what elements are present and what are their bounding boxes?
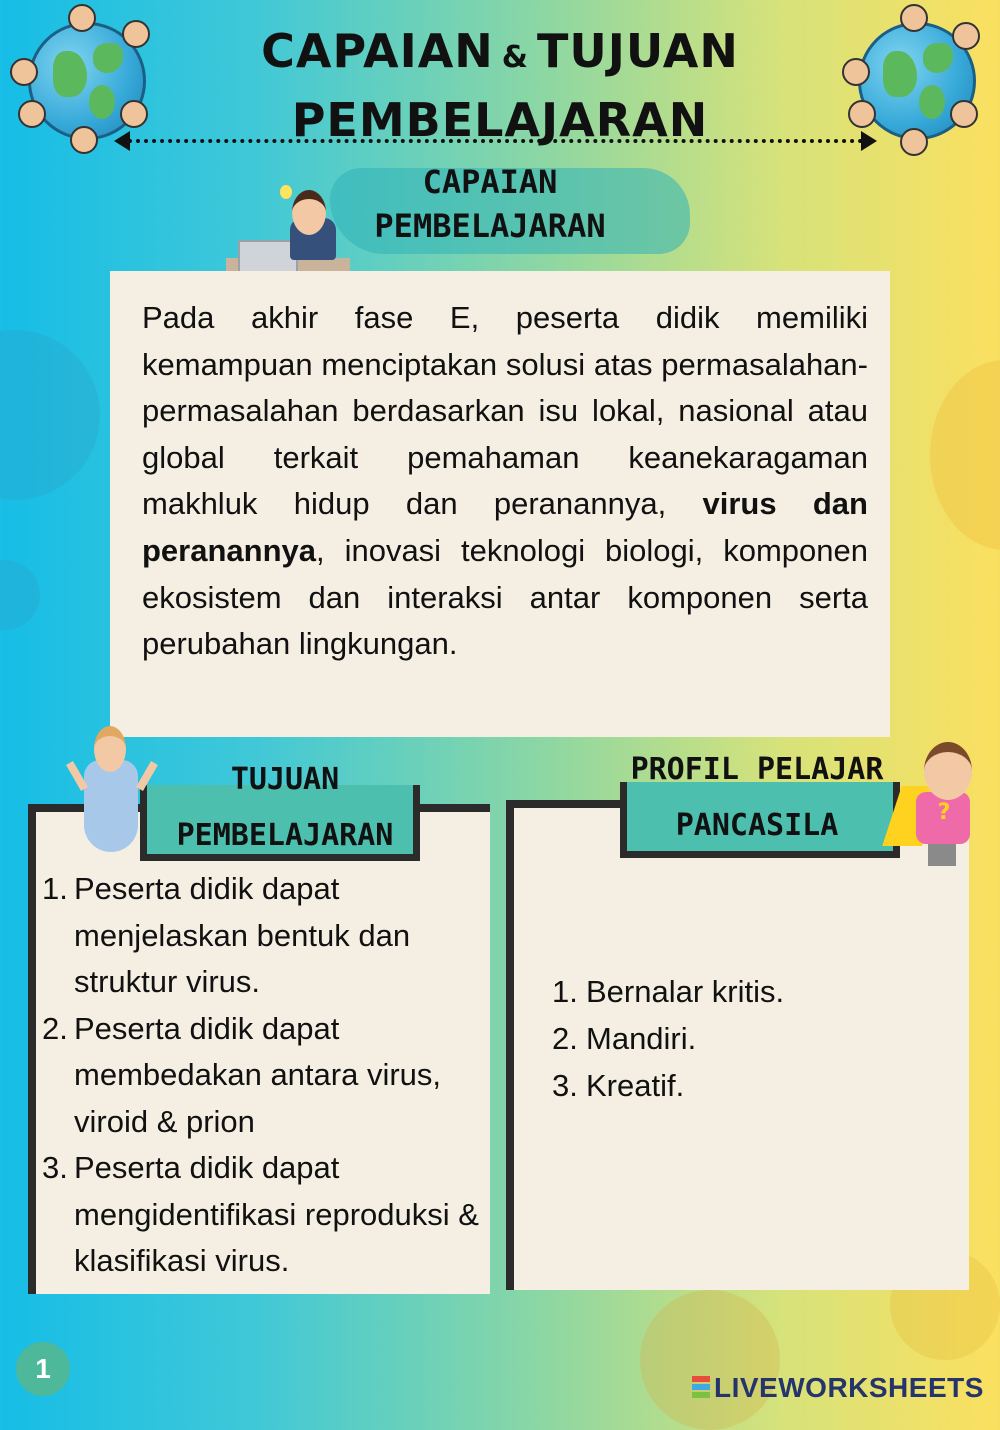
list-number: 1.	[552, 974, 578, 1009]
capaian-heading-line1: CAPAIAN	[422, 163, 558, 201]
page-title	[170, 20, 830, 151]
tujuan-list	[40, 866, 495, 1285]
lightbulb-icon	[280, 185, 292, 199]
woman-illustration	[84, 760, 138, 852]
arrow-left-icon	[114, 131, 130, 151]
tujuan-heading-line1: TUJUAN	[230, 762, 340, 797]
title-word-tujuan: TUJUAN	[536, 24, 739, 78]
list-number: 2.	[552, 1021, 578, 1056]
list-number: 2.	[42, 1010, 68, 1046]
capaian-text-end: , inovasi teknologi biologi, komponen ekosistem dan interaksi antar komponen serta perubahan lingkungan.	[142, 532, 868, 662]
list-number: 3.	[552, 1068, 578, 1103]
virus-decoration-left	[0, 330, 100, 500]
tujuan-heading	[140, 752, 430, 864]
question-mark-icon: ?	[937, 800, 951, 825]
capaian-heading-line2: PEMBELAJARAN	[374, 207, 606, 245]
title-ampersand: &	[501, 40, 529, 75]
list-item	[552, 1015, 932, 1062]
kid-icon	[842, 58, 870, 86]
capaian-box	[110, 271, 890, 737]
teacher-head-illustration	[292, 190, 326, 235]
liveworksheets-icon	[692, 1376, 710, 1400]
tujuan-heading-line2: PEMBELAJARAN	[176, 818, 394, 853]
profil-heading-line1: PROFIL PELAJAR	[630, 752, 884, 787]
brand-logo[interactable]	[692, 1372, 992, 1408]
title-word-capaian: CAPAIAN	[261, 24, 494, 78]
superhero-legs-illustration	[928, 844, 956, 866]
dotted-divider	[128, 139, 863, 143]
kid-icon	[120, 100, 148, 128]
kid-icon	[122, 20, 150, 48]
list-number: 1.	[42, 871, 68, 906]
list-item-text: Peserta didik dapat membedakan antara virus, viroid & prion	[74, 1010, 442, 1139]
capaian-heading	[340, 160, 640, 248]
arrow-right-icon	[861, 131, 877, 151]
kid-icon	[900, 128, 928, 156]
list-item	[552, 1062, 932, 1109]
capaian-text-bold: virus dan peranannya	[142, 486, 868, 568]
woman-head-illustration	[94, 726, 126, 772]
superhero-head-illustration	[924, 742, 972, 800]
kid-icon	[848, 100, 876, 128]
profil-heading	[612, 742, 902, 854]
kid-icon	[18, 100, 46, 128]
list-item	[40, 1006, 495, 1146]
kid-icon	[10, 58, 38, 86]
list-item	[552, 968, 932, 1015]
list-item-text: Kreatif.	[586, 1068, 685, 1103]
kid-icon	[900, 4, 928, 32]
brand-text: LIVEWORKSHEETS	[714, 1372, 984, 1403]
kid-icon	[952, 22, 980, 50]
virus-decoration-left-lower	[0, 560, 40, 630]
list-item-text: Peserta didik dapat mengidentifikasi reproduksi & klasifikasi virus.	[74, 1150, 479, 1278]
list-item	[40, 866, 495, 1006]
list-item	[40, 1145, 495, 1285]
list-item-text: Peserta didik dapat menjelaskan bentuk dan struktur virus.	[74, 871, 411, 999]
list-item-text: Bernalar kritis.	[586, 974, 785, 1009]
kid-icon	[68, 4, 96, 32]
profil-list	[552, 968, 932, 1109]
virus-decoration-bottom	[640, 1290, 780, 1430]
capaian-paragraph	[142, 295, 868, 668]
list-number: 3.	[42, 1150, 68, 1185]
kid-icon	[950, 100, 978, 128]
page-number: 1	[16, 1342, 70, 1396]
capaian-text: Pada akhir fase E, peserta didik memiliki kemampuan menciptakan solusi atas permasalahan-permasalahan berdasarkan isu lokal, nasional atau global terkait pemahaman keanekaragaman makhluk hidup dan peranannya,	[142, 300, 868, 522]
virus-decoration-right	[930, 360, 1000, 550]
title-word-pembelajaran: PEMBELAJARAN	[291, 93, 709, 147]
kid-icon	[70, 126, 98, 154]
list-item-text: Mandiri.	[586, 1021, 697, 1056]
profil-heading-line2: PANCASILA	[675, 808, 839, 843]
